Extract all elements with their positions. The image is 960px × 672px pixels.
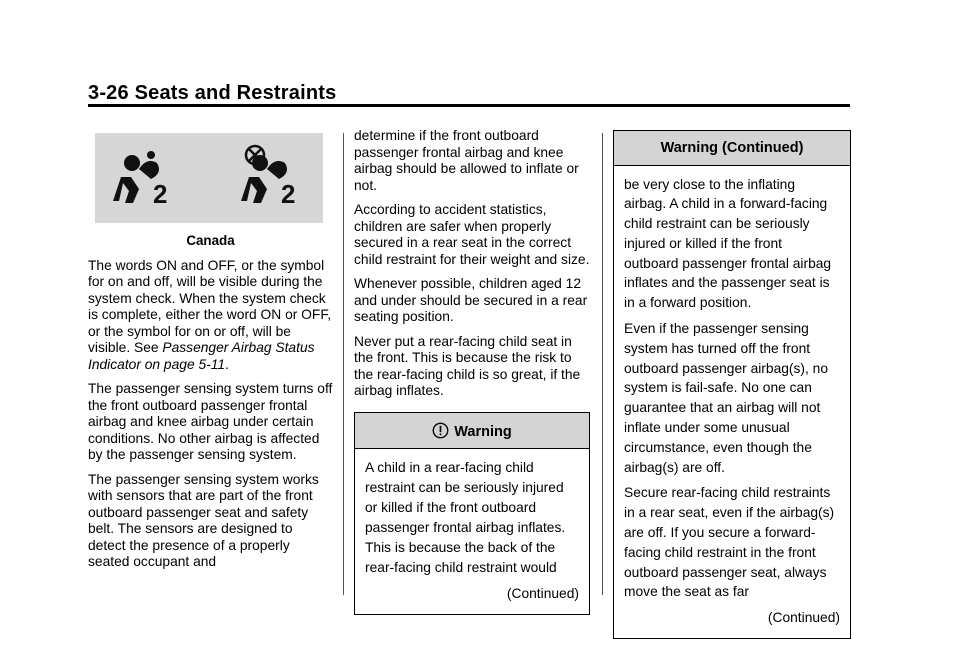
header-rule: [88, 104, 850, 107]
cross-reference-link[interactable]: Passenger Airbag Status Indicator on page 5-11: [88, 340, 315, 372]
figure-caption: Canada: [186, 233, 235, 248]
column-2: [354, 128, 590, 615]
paragraph: determine if the front outboard passenger frontal airbag and knee airbag should be allowed to inflate or not.: [354, 128, 579, 193]
continued-label: (Continued): [506, 586, 579, 601]
warning-heading: [355, 413, 589, 450]
warning-text: A child in a rear-facing child restraint can be seriously injured or killed if the front outboard passenger frontal airbag inflates. This is because the back of the rear-facing child restraint would: [365, 460, 566, 575]
warning-heading: Warning (Continued): [614, 131, 850, 166]
column-divider-1: [343, 133, 344, 595]
continued-label: (Continued): [767, 610, 840, 626]
warning-title: Warning: [454, 423, 512, 440]
page-title: 3-26 Seats and Restraints: [88, 82, 337, 104]
column-1: [88, 133, 333, 579]
page-header: [88, 82, 850, 105]
paragraph: Whenever possible, children aged 12 and under should be secured in a rear seating position.: [354, 276, 588, 324]
column-divider-2: [602, 133, 603, 595]
paragraph: The words ON and OFF, or the symbol for on and off, will be visible during the system check. When the system check is complete, either the word ON or OFF, or the symbol for on or off, will be visible. See Passenger Airbag Status Indicator on page 5-11.: [88, 257, 332, 372]
airbag-status-figure: [95, 133, 323, 223]
warning-body: [355, 449, 589, 614]
paragraph: According to accident statistics, children are safer when properly secured in a rear seat in the correct child restraint for their weight and size.: [354, 202, 590, 267]
airbag-on-icon: [113, 151, 167, 209]
airbag-off-icon: [241, 146, 295, 209]
column-3: [613, 128, 851, 639]
warning-box: [354, 412, 590, 616]
paragraph: The passenger sensing system works with sensors that are part of the front outboard passenger seat and safety belt. The sensors are designed to detect the presence of a properly seated occupant and: [88, 471, 319, 569]
svg-text:2: 2: [153, 179, 168, 209]
warning-body: [614, 166, 850, 639]
warning-triangle-icon: [432, 422, 449, 439]
svg-text:2: 2: [281, 179, 296, 209]
warning-text: be very close to the inflating airbag. A child in a forward-facing child restraint can be seriously injured or killed if the front outboard passenger frontal airbag inflates and the passenger seat is in a forward position.: [624, 176, 832, 311]
paragraph: Never put a rear-facing child seat in the front. This is because the risk to the rear-facing child is so great, if the airbag inflates.: [354, 333, 581, 398]
warning-box-continued: [613, 130, 851, 639]
warning-text: Even if the passenger sensing system has turned off the front outboard passenger airbag(s), no system is fail-safe. No one can guarantee that an airbag will not inflate under some unusual circumstance, even though the airbag(s) are off.: [624, 321, 829, 475]
paragraph: The passenger sensing system turns off the front outboard passenger frontal airbag and knee airbag under certain conditions. No other airbag is affected by the passenger sensing system.: [88, 381, 333, 462]
warning-text: Secure rear-facing child restraints in a rear seat, even if the airbag(s) are off. If you secure a forward-facing child restraint in the front outboard passenger seat, always move the seat as far: [624, 485, 835, 600]
